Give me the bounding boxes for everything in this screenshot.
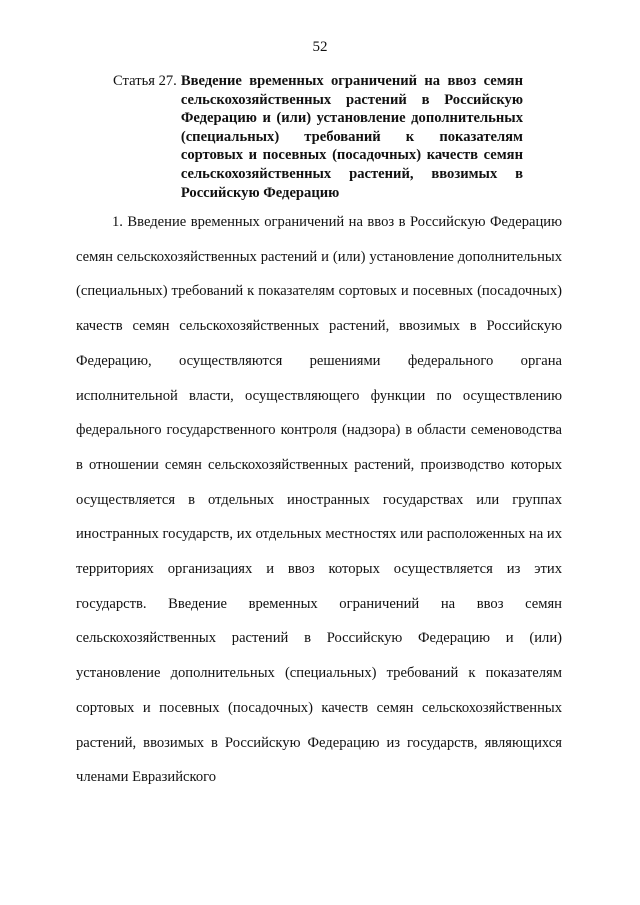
article-heading <box>113 72 523 202</box>
article-paragraph-1: 1. Введение временных ограничений на ввоз в Российскую Федерацию семян сельскохозяйственных растений и (или) установление дополнительных (специальных) требований к показателям сортовых и посевных (посадочных) качеств семян сельскохозяйственных растений, ввозимых в Российскую Федерацию, осуществляются решениями федерального органа исполнительной власти, осуществляющего функции по осуществлению федерального государственного контроля (надзора) в области семеноводства в отношении семян сельскохозяйственных растений, производство которых осуществляется в отдельных иностранных государствах или группах иностранных государств, их отдельных местностях или расположенных на их территориях организациях и ввоз которых осуществляется из этих государств. Введение временных ограничений на ввоз семян сельскохозяйственных растений в Российскую Федерацию и (или) установление дополнительных (специальных) требований к показателям сортовых и посевных (посадочных) качеств семян сельскохозяйственных растений, ввозимых в Российскую Федерацию из государств, являющихся членами Евразийского <box>76 214 562 786</box>
article-number: Статья 27. <box>113 73 177 89</box>
page-number: 52 <box>312 39 328 55</box>
article-title: Введение временных ограничений на ввоз семян сельскохозяйственных растений в Российскую Федерацию и (или) установление дополнительных (специальных) требований к показателям сортовых и посевных (посадочных) качеств семян сельскохозяйственных растений, ввозимых в Российскую Федерацию <box>180 73 523 201</box>
